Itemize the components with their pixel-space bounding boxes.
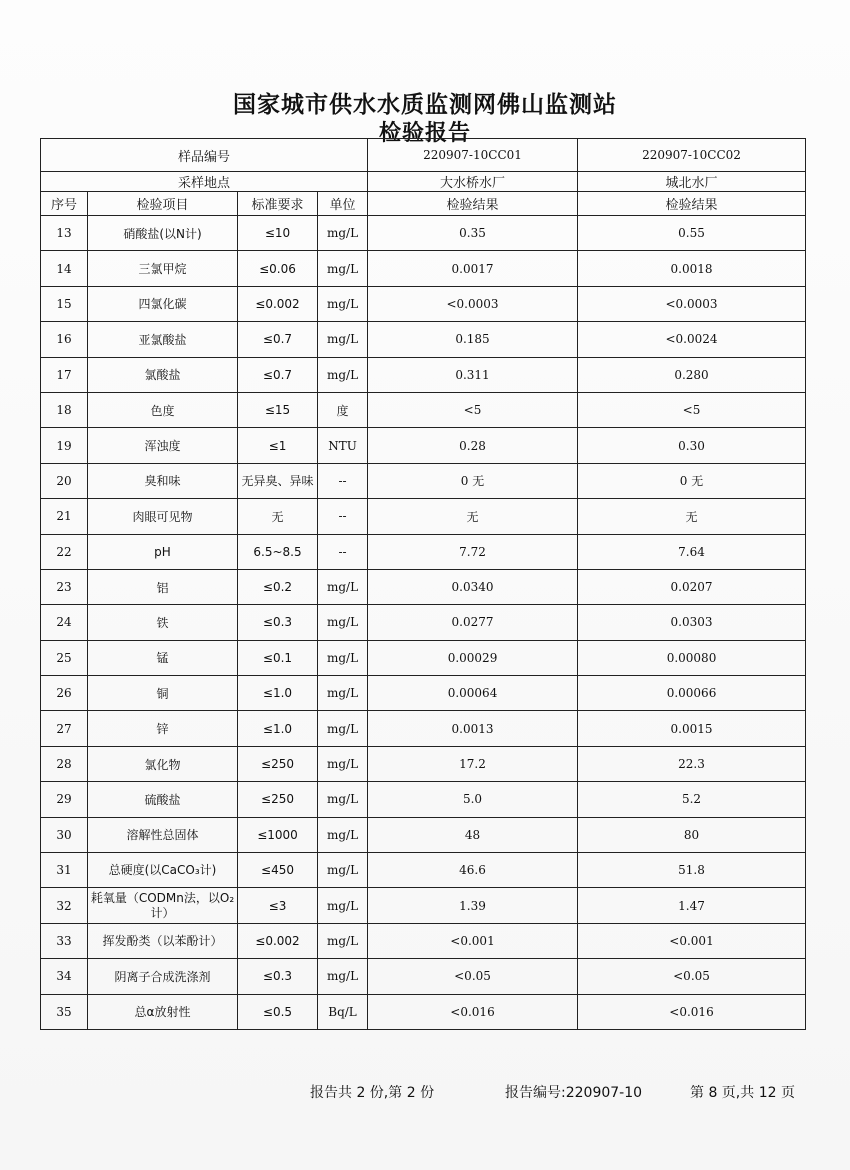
- row-item: 臭和味: [88, 463, 238, 498]
- row-result-1: <0.05: [368, 959, 578, 994]
- row-result-1: 17.2: [368, 746, 578, 781]
- row-seq: 30: [41, 817, 88, 852]
- table-row: [41, 251, 806, 286]
- row-item: 氯酸盐: [88, 357, 238, 392]
- report-number: 报告编号:220907-10: [505, 1085, 643, 1101]
- row-unit: mg/L: [318, 605, 368, 640]
- row-item: pH: [88, 534, 238, 569]
- row-std: ≤450: [238, 853, 318, 888]
- row-result-1: 0.0013: [368, 711, 578, 746]
- row-result-1: <0.0003: [368, 286, 578, 321]
- report-title: 国家城市供水水质监测网佛山监测站: [233, 92, 617, 118]
- row-seq: 32: [41, 888, 88, 923]
- row-seq: 16: [41, 322, 88, 357]
- col-unit: 单位: [318, 192, 368, 216]
- row-unit: mg/L: [318, 888, 368, 923]
- row-result-1: 0.00029: [368, 640, 578, 675]
- row-unit: --: [318, 534, 368, 569]
- row-result-1: 0.0340: [368, 569, 578, 604]
- row-unit: 度: [318, 392, 368, 427]
- row-item: 氯化物: [88, 746, 238, 781]
- row-result-2: 0.00080: [578, 640, 806, 675]
- row-result-2: <0.0024: [578, 322, 806, 357]
- row-std: ≤0.06: [238, 251, 318, 286]
- table-row: [41, 676, 806, 711]
- row-result-2: <0.05: [578, 959, 806, 994]
- row-unit: mg/L: [318, 322, 368, 357]
- row-std: ≤15: [238, 392, 318, 427]
- row-unit: mg/L: [318, 817, 368, 852]
- row-unit: mg/L: [318, 640, 368, 675]
- row-result-2: 22.3: [578, 746, 806, 781]
- row-item: 耗氧量（CODMn法，以O₂计）: [88, 888, 238, 923]
- sample-no-row: [41, 139, 806, 172]
- sample-no-1: 220907-10CC01: [368, 139, 578, 172]
- row-seq: 15: [41, 286, 88, 321]
- row-result-1: 1.39: [368, 888, 578, 923]
- row-result-1: 46.6: [368, 853, 578, 888]
- row-std: ≤3: [238, 888, 318, 923]
- row-std: ≤1.0: [238, 711, 318, 746]
- row-std: ≤1: [238, 428, 318, 463]
- table-row: [41, 994, 806, 1029]
- table-row: [41, 640, 806, 675]
- row-result-2: 0.00066: [578, 676, 806, 711]
- row-result-2: <5: [578, 392, 806, 427]
- row-seq: 22: [41, 534, 88, 569]
- page-number: 第 8 页,共 12 页: [690, 1085, 795, 1101]
- table-row: [41, 782, 806, 817]
- row-unit: Bq/L: [318, 994, 368, 1029]
- row-unit: mg/L: [318, 216, 368, 251]
- row-result-2: 0.30: [578, 428, 806, 463]
- row-item: 铝: [88, 569, 238, 604]
- row-result-1: 0.0017: [368, 251, 578, 286]
- row-item: 总α放射性: [88, 994, 238, 1029]
- row-item: 溶解性总固体: [88, 817, 238, 852]
- row-seq: 13: [41, 216, 88, 251]
- report-subtitle: 检验报告: [378, 121, 471, 146]
- column-header-row: [41, 192, 806, 216]
- row-result-2: 0.280: [578, 357, 806, 392]
- table-row: [41, 499, 806, 534]
- row-result-2: <0.001: [578, 923, 806, 958]
- row-result-2: <0.0003: [578, 286, 806, 321]
- copies-note: 报告共 2 份,第 2 份: [310, 1085, 435, 1101]
- row-seq: 35: [41, 994, 88, 1029]
- row-seq: 33: [41, 923, 88, 958]
- table-row: [41, 711, 806, 746]
- row-result-2: 51.8: [578, 853, 806, 888]
- row-seq: 26: [41, 676, 88, 711]
- row-item: 三氯甲烷: [88, 251, 238, 286]
- site-2: 城北水厂: [578, 172, 806, 192]
- row-unit: mg/L: [318, 357, 368, 392]
- row-std: ≤0.5: [238, 994, 318, 1029]
- row-result-1: 无: [368, 499, 578, 534]
- row-seq: 27: [41, 711, 88, 746]
- row-std: 无异臭、异味: [238, 463, 318, 498]
- row-result-2: 1.47: [578, 888, 806, 923]
- table-row: [41, 569, 806, 604]
- row-result-2: 0.0018: [578, 251, 806, 286]
- row-result-2: 0 无: [578, 463, 806, 498]
- row-seq: 21: [41, 499, 88, 534]
- row-std: ≤0.002: [238, 286, 318, 321]
- row-result-1: 0.28: [368, 428, 578, 463]
- row-unit: mg/L: [318, 286, 368, 321]
- row-result-2: 0.0303: [578, 605, 806, 640]
- row-seq: 20: [41, 463, 88, 498]
- site-row: [41, 172, 806, 192]
- row-result-1: 0.00064: [368, 676, 578, 711]
- row-result-2: 5.2: [578, 782, 806, 817]
- row-item: 亚氯酸盐: [88, 322, 238, 357]
- table-row: [41, 534, 806, 569]
- row-seq: 14: [41, 251, 88, 286]
- table-row: [41, 286, 806, 321]
- row-item: 色度: [88, 392, 238, 427]
- table-row: [41, 888, 806, 923]
- row-item: 阴离子合成洗涤剂: [88, 959, 238, 994]
- row-seq: 24: [41, 605, 88, 640]
- row-item: 浑浊度: [88, 428, 238, 463]
- row-result-2: 无: [578, 499, 806, 534]
- row-seq: 31: [41, 853, 88, 888]
- row-unit: mg/L: [318, 711, 368, 746]
- row-item: 铜: [88, 676, 238, 711]
- col-result-1: 检验结果: [368, 192, 578, 216]
- row-result-1: <0.001: [368, 923, 578, 958]
- table-row: [41, 959, 806, 994]
- row-result-1: 7.72: [368, 534, 578, 569]
- table-row: [41, 357, 806, 392]
- row-seq: 17: [41, 357, 88, 392]
- row-std: 6.5~8.5: [238, 534, 318, 569]
- row-result-1: <0.016: [368, 994, 578, 1029]
- row-unit: mg/L: [318, 959, 368, 994]
- row-result-2: 0.0207: [578, 569, 806, 604]
- row-result-1: 0.185: [368, 322, 578, 357]
- row-item: 硫酸盐: [88, 782, 238, 817]
- site-label: 采样地点: [41, 172, 368, 192]
- sample-no-label: 样品编号: [41, 139, 368, 172]
- row-unit: mg/L: [318, 569, 368, 604]
- row-result-2: 80: [578, 817, 806, 852]
- row-unit: NTU: [318, 428, 368, 463]
- site-1: 大水桥水厂: [368, 172, 578, 192]
- row-unit: mg/L: [318, 782, 368, 817]
- row-seq: 28: [41, 746, 88, 781]
- table-row: [41, 923, 806, 958]
- row-result-1: 0.35: [368, 216, 578, 251]
- row-unit: mg/L: [318, 853, 368, 888]
- row-item: 锰: [88, 640, 238, 675]
- row-seq: 29: [41, 782, 88, 817]
- row-std: ≤0.2: [238, 569, 318, 604]
- col-item: 检验项目: [88, 192, 238, 216]
- row-std: ≤0.002: [238, 923, 318, 958]
- sample-no-2: 220907-10CC02: [578, 139, 806, 172]
- row-result-1: 0.311: [368, 357, 578, 392]
- row-std: ≤0.3: [238, 959, 318, 994]
- row-std: 无: [238, 499, 318, 534]
- row-std: ≤0.7: [238, 357, 318, 392]
- row-unit: mg/L: [318, 923, 368, 958]
- row-std: ≤1.0: [238, 676, 318, 711]
- row-std: ≤0.3: [238, 605, 318, 640]
- row-seq: 25: [41, 640, 88, 675]
- row-item: 铁: [88, 605, 238, 640]
- row-item: 四氯化碳: [88, 286, 238, 321]
- row-item: 总硬度(以CaCO₃计): [88, 853, 238, 888]
- table-row: [41, 817, 806, 852]
- row-std: ≤250: [238, 746, 318, 781]
- row-unit: --: [318, 463, 368, 498]
- row-result-1: 0.0277: [368, 605, 578, 640]
- row-seq: 18: [41, 392, 88, 427]
- table-row: [41, 605, 806, 640]
- row-result-1: 5.0: [368, 782, 578, 817]
- row-result-1: 0 无: [368, 463, 578, 498]
- row-item: 挥发酚类（以苯酚计）: [88, 923, 238, 958]
- row-seq: 19: [41, 428, 88, 463]
- row-result-2: <0.016: [578, 994, 806, 1029]
- row-std: ≤250: [238, 782, 318, 817]
- row-std: ≤0.1: [238, 640, 318, 675]
- row-item: 锌: [88, 711, 238, 746]
- col-seq: 序号: [41, 192, 88, 216]
- row-result-1: <5: [368, 392, 578, 427]
- row-unit: mg/L: [318, 251, 368, 286]
- table-row: [41, 428, 806, 463]
- row-std: ≤0.7: [238, 322, 318, 357]
- row-result-2: 0.55: [578, 216, 806, 251]
- row-result-2: 7.64: [578, 534, 806, 569]
- row-seq: 23: [41, 569, 88, 604]
- row-result-2: 0.0015: [578, 711, 806, 746]
- row-unit: --: [318, 499, 368, 534]
- row-item: 肉眼可见物: [88, 499, 238, 534]
- row-unit: mg/L: [318, 676, 368, 711]
- row-item: 硝酸盐(以N计): [88, 216, 238, 251]
- row-std: ≤1000: [238, 817, 318, 852]
- table-row: [41, 216, 806, 251]
- row-seq: 34: [41, 959, 88, 994]
- row-result-1: 48: [368, 817, 578, 852]
- row-unit: mg/L: [318, 746, 368, 781]
- table-row: [41, 322, 806, 357]
- table-row: [41, 853, 806, 888]
- col-std: 标准要求: [238, 192, 318, 216]
- table-row: [41, 463, 806, 498]
- results-table: [40, 138, 806, 1030]
- table-row: [41, 746, 806, 781]
- row-std: ≤10: [238, 216, 318, 251]
- col-result-2: 检验结果: [578, 192, 806, 216]
- table-row: [41, 392, 806, 427]
